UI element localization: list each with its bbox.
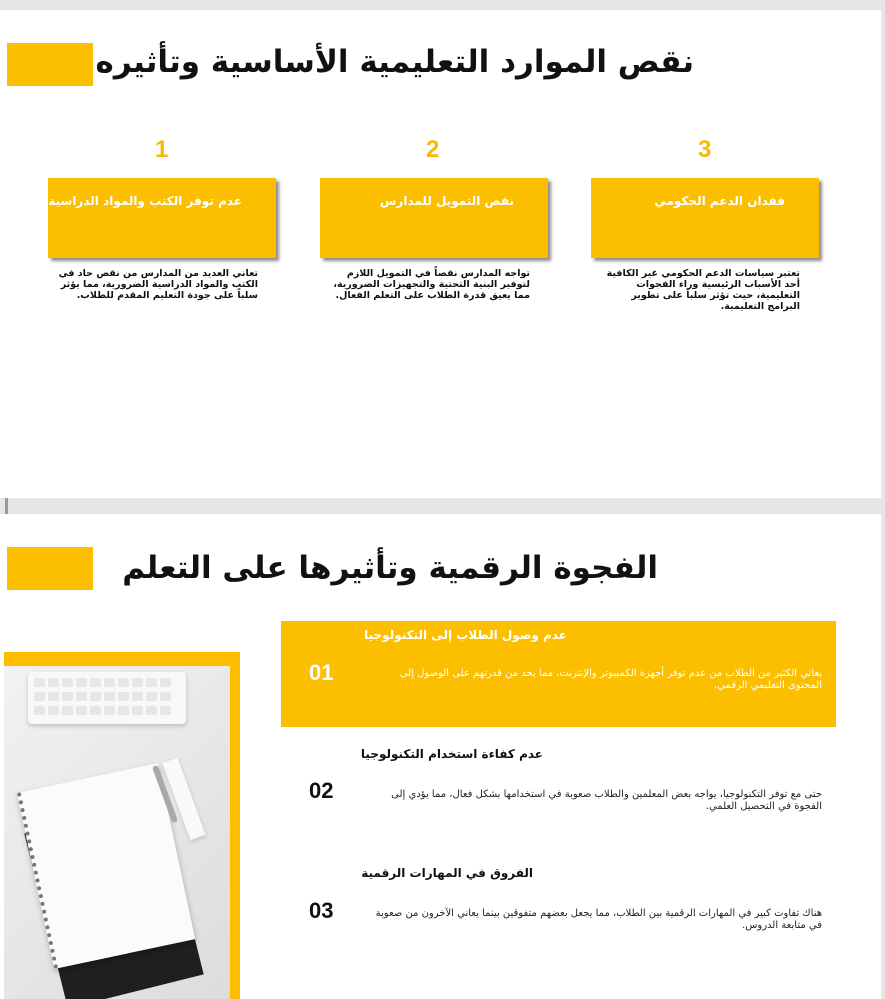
card-government-support [591,178,819,258]
desk-photo [4,666,230,999]
slide-title: نقص الموارد التعليمية الأساسية وتأثيره [95,44,694,80]
card-description: تعتبر سياسات الدعم الحكومي غير الكافية أحد الأسباب الرئيسية وراء الفجوات التعليمية، حيث تؤثر سلباً على تطوير البرامج التعليمية. [606,268,800,312]
item-description: يعاني الكثير من الطلاب من عدم توفر أجهزة الكمبيوتر والإنترنت، مما يحد من قدرتهم على الوصول إلى المحتوى التعليمي الرقمي. [399,668,822,691]
card-description: تواجه المدارس نقصاً في التمويل اللازم لتوفير البنية التحتية والتجهيزات الضرورية، مما يعيق قدرة الطلاب على التعلم الفعال. [333,268,530,301]
slide-resources [0,10,881,498]
slide-digital-divide [0,514,881,999]
card-books-materials [48,178,276,258]
item-title: عدم وصول الطلاب إلى التكنولوجيا [364,628,567,642]
item-title: الفروق في المهارات الرقمية [361,866,533,880]
slide-title: الفجوة الرقمية وتأثيرها على التعلم [122,550,658,586]
card-title: فقدان الدعم الحكومي [654,194,785,208]
item-number: 03 [309,898,334,923]
item-number: 02 [309,778,334,803]
item-number: 01 [309,660,334,685]
keyboard-icon [28,672,186,724]
card-description: تعاني العديد من المدارس من نقص حاد في الكتب والمواد الدراسية الضرورية، مما يؤثر سلباً على جودة التعليم المقدم للطلاب. [58,268,258,301]
card-number: 2 [426,136,440,163]
item-title: عدم كفاءة استخدام التكنولوجيا [360,747,543,761]
card-title: عدم توفر الكتب والمواد الدراسية [48,194,242,208]
title-accent-bar [7,43,93,86]
item-description: هناك تفاوت كبير في المهارات الرقمية بين الطلاب، مما يجعل بعضهم متفوقين بينما يعاني الآخرون من صعوبة في متابعة الدروس. [375,908,822,931]
card-number: 1 [155,136,169,163]
card-number: 3 [698,136,712,163]
card-school-funding [320,178,548,258]
title-accent-bar [7,547,93,590]
card-title: نقص التمويل للمدارس [379,194,514,208]
item-description: حتى مع توفر التكنولوجيا، يواجه بعض المعلمين والطلاب صعوبة في استخدامها بشكل فعال، مما يؤدي إلى الفجوة في التحصيل العلمي. [391,789,822,812]
